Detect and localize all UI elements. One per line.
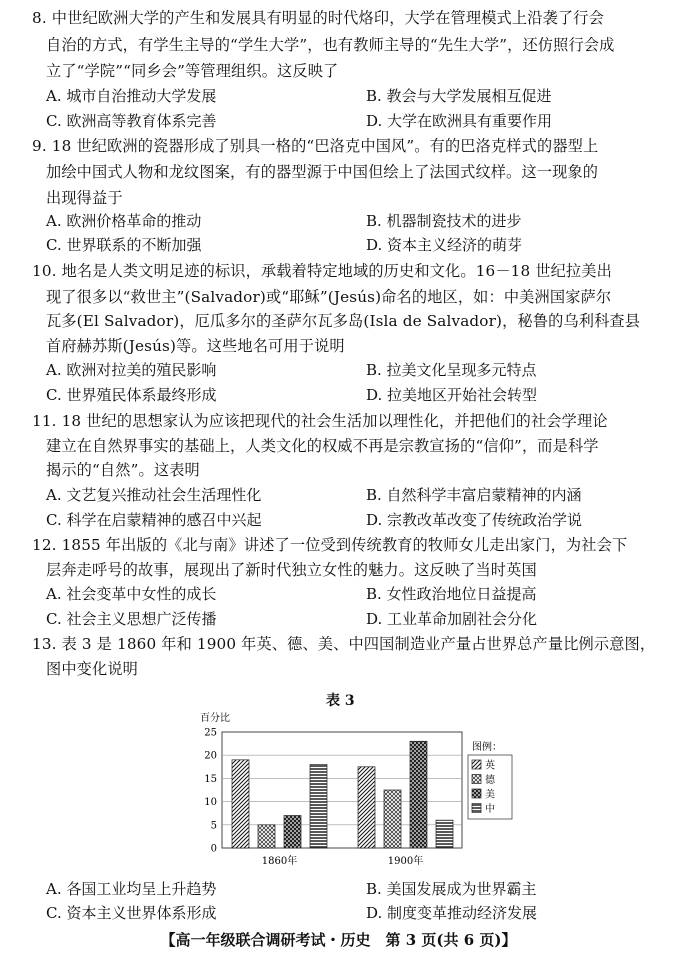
y-tick-label: 20 <box>204 750 217 762</box>
bar-德 <box>258 825 275 848</box>
q9-option-d: D. 资本主义经济的萌芽 <box>366 236 523 254</box>
bar-中 <box>310 764 327 848</box>
bar-英 <box>232 760 249 848</box>
q9-line-1: 9. 18 世纪欧洲的瓷器形成了别具一格的“巴洛克中国风”。有的巴洛克样式的器型上 <box>32 137 599 155</box>
y-tick-label: 15 <box>204 773 217 785</box>
q8-line-2: 自治的方式，有学生主导的“学生大学”，也有教师主导的“先生大学”，还仿照行会成 <box>46 36 615 54</box>
table-caption: 表 3 <box>326 693 355 709</box>
q12-option-d: D. 工业革命加剧社会分化 <box>366 610 538 628</box>
q10-option-d: D. 拉美地区开始社会转型 <box>366 386 538 404</box>
page-footer: 【高一年级联合调研考试・历史 第 3 页(共 6 页)】 <box>160 931 517 949</box>
q9-option-c: C. 世界联系的不断加强 <box>46 236 202 254</box>
q9-line-3: 出现得益于 <box>46 189 123 207</box>
q8-option-b: B. 教会与大学发展相互促进 <box>366 87 552 105</box>
q13-line-2: 图中变化说明 <box>46 660 139 678</box>
legend-label-中: 中 <box>485 804 495 815</box>
legend-label-英: 英 <box>485 760 495 772</box>
q10-line-1: 10. 地名是人类文明足迹的标识，承载着特定地域的历史和文化。16－18 世纪拉美出 <box>32 262 612 280</box>
q8-line-3: 立了“学院”“同乡会”等管理组织。这反映了 <box>46 62 339 80</box>
q13-option-d: D. 制度变革推动经济发展 <box>366 904 538 922</box>
legend-label-德: 德 <box>485 775 495 786</box>
q10-option-b: B. 拉美文化呈现多元特点 <box>366 361 537 379</box>
q13-option-c: C. 资本主义世界体系形成 <box>46 904 217 922</box>
bar-德 <box>384 790 401 848</box>
q12-option-b: B. 女性政治地位日益提高 <box>366 585 537 603</box>
legend-swatch-中 <box>472 804 481 813</box>
q8-option-a: A. 城市自治推动大学发展 <box>46 87 217 105</box>
q9-option-a: A. 欧洲价格革命的推动 <box>46 212 202 230</box>
q13-option-a: A. 各国工业均呈上升趋势 <box>46 880 217 898</box>
legend-swatch-英 <box>472 760 481 769</box>
q10-line-3: 瓦多(El Salvador)，厄瓜多尔的圣萨尔瓦多岛(Isla de Salvador)，秘鲁的乌利科查县 <box>46 312 641 330</box>
y-tick-label: 10 <box>204 797 217 809</box>
x-tick-label: 1900年 <box>387 856 424 867</box>
legend-label-美: 美 <box>485 789 495 801</box>
legend-swatch-美 <box>472 789 481 798</box>
q11-line-3: 揭示的“自然”。这表明 <box>46 461 200 479</box>
bar-中 <box>436 820 453 848</box>
y-tick-label: 5 <box>210 820 217 832</box>
q11-line-2: 建立在自然界事实的基础上，人类文化的权威不再是宗教宣扬的“信仰”，而是科学 <box>46 437 599 455</box>
q10-option-c: C. 世界殖民体系最终形成 <box>46 386 217 404</box>
bar-美 <box>410 741 427 848</box>
q11-option-b: B. 自然科学丰富启蒙精神的内涵 <box>366 486 582 504</box>
y-axis-label: 百分比 <box>200 713 230 724</box>
q12-option-c: C. 社会主义思想广泛传播 <box>46 610 217 628</box>
q11-option-d: D. 宗教改革改变了传统政治学说 <box>366 511 583 529</box>
q8-option-c: C. 欧洲高等教育体系完善 <box>46 112 217 130</box>
q12-line-1: 12. 1855 年出版的《北与南》讲述了一位受到传统教育的牧师女儿走出家门，为社会下 <box>32 536 628 554</box>
q13-option-b: B. 美国发展成为世界霸主 <box>366 880 537 898</box>
bar-英 <box>358 767 375 848</box>
q8-option-d: D. 大学在欧洲具有重要作用 <box>366 112 553 130</box>
q12-option-a: A. 社会变革中女性的成长 <box>46 585 217 603</box>
q9-line-2: 加绘中国式人物和龙纹图案，有的器型源于中国但绘上了法国式纹样。这一现象的 <box>46 163 599 181</box>
x-tick-label: 1860年 <box>261 856 298 867</box>
legend-title: 图例： <box>472 742 502 753</box>
y-tick-label: 25 <box>204 727 217 739</box>
bar-chart <box>180 708 520 870</box>
legend-swatch-德 <box>472 775 481 784</box>
q12-line-2: 层奔走呼号的故事，展现出了新时代独立女性的魅力。这反映了当时英国 <box>46 561 537 579</box>
q11-line-1: 11. 18 世纪的思想家认为应该把现代的社会生活加以理性化，并把他们的社会学理论 <box>32 412 608 430</box>
q9-option-b: B. 机器制瓷技术的进步 <box>366 212 522 230</box>
q10-line-4: 首府赫苏斯(Jesús)等。这些地名可用于说明 <box>46 337 345 355</box>
q11-option-c: C. 科学在启蒙精神的感召中兴起 <box>46 511 262 529</box>
q10-option-a: A. 欧洲对拉美的殖民影响 <box>46 361 217 379</box>
q11-option-a: A. 文艺复兴推动社会生活理性化 <box>46 486 262 504</box>
bar-美 <box>284 816 301 848</box>
q13-line-1: 13. 表 3 是 1860 年和 1900 年英、德、美、中四国制造业产量占世界总产量比例示意图， <box>32 635 656 653</box>
y-tick-label: 0 <box>210 843 217 855</box>
q8-line-1: 8. 中世纪欧洲大学的产生和发展具有明显的时代烙印，大学在管理模式上沿袭了行会 <box>32 9 604 27</box>
q10-line-2: 现了很多以“救世主”(Salvador)或“耶稣”(Jesús)命名的地区，如：中美洲国家萨尔 <box>46 288 612 306</box>
